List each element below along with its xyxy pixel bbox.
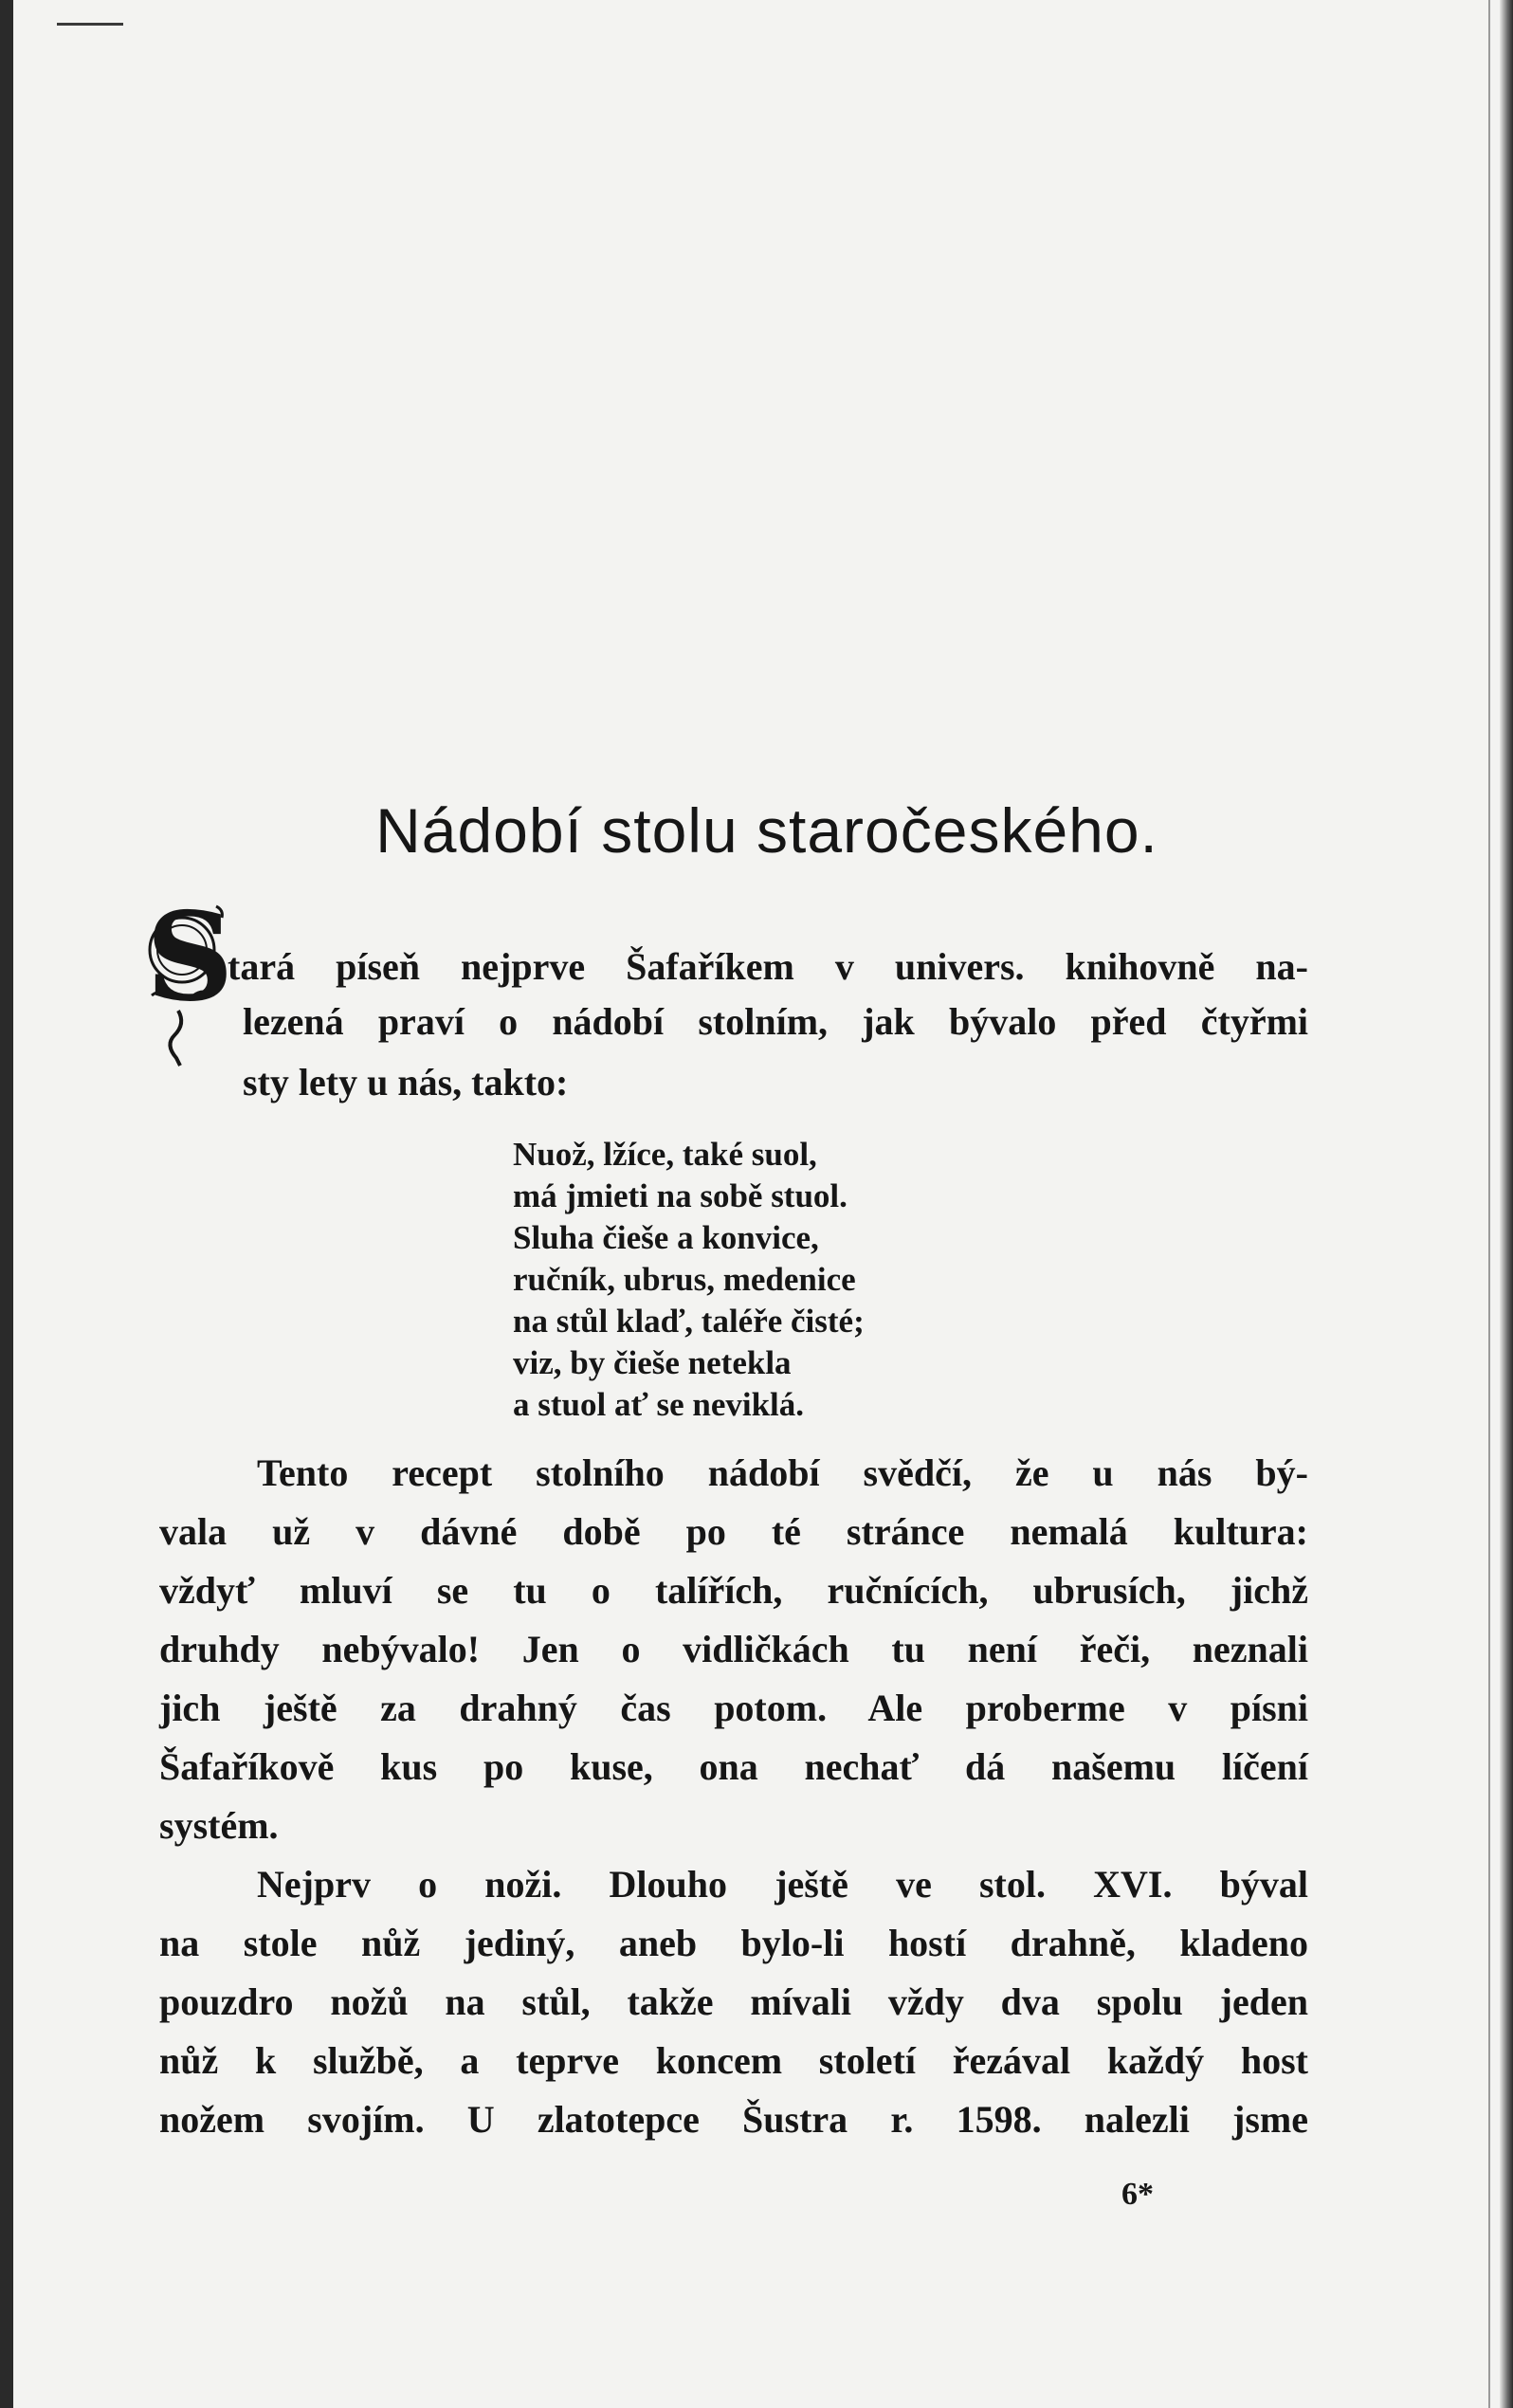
page-number: 6* [1121,2177,1154,2212]
verse-line: a stuol ať se neviklá. [513,1386,805,1423]
paragraph-line: druhdy nebývalo! Jen o vidličkách tu není řeči, neznali [159,1628,1308,1670]
page-edge-left [0,0,13,2408]
verse-line: má jmieti na sobě stuol. [513,1177,848,1214]
page-title: Nádobí stolu staročeského. [375,795,1158,866]
paragraph-line: nůž k službě, a teprve koncem století řezával každý host [159,2039,1308,2082]
paragraph-line: systém. [159,1804,279,1847]
verse-line: viz, by čieše netekla [513,1344,792,1381]
intro-line: lezená praví o nádobí stolním, jak bývalo před čtyřmi [243,1000,1308,1043]
paragraph-line: pouzdro nožů na stůl, takže mívali vždy dva spolu jeden [159,1980,1308,2023]
paragraph-line: jich ještě za drahný čas potom. Ale proberme v písni [159,1687,1308,1729]
paragraph-line: nožem svojím. U zlatotepce Šustra r. 1598. nalezli jsme [159,2098,1308,2141]
verse-line: Sluha čieše a konvice, [513,1219,819,1256]
paragraph-line: vala už v dávné době po té stránce nemalá kultura: [159,1510,1308,1553]
intro-line: tará píseň nejprve Šafaříkem v univers. knihovně na- [228,945,1308,988]
verse-line: ručník, ubrus, medenice [513,1261,856,1298]
paragraph-line: vždyť mluví se tu o talířích, ručnících, ubrusích, jichž [159,1569,1308,1612]
paragraph-line: Tento recept stolního nádobí svědčí, že u nás bý- [257,1451,1308,1494]
paragraph-line: Nejprv o noži. Dlouho ještě ve stol. XVI. býval [257,1863,1308,1906]
intro-line: sty lety u nás, takto: [243,1061,569,1104]
page-edge-line [1488,0,1490,2408]
decorative-initial [140,886,234,1077]
initial-letter: S [146,886,234,1029]
paragraph-line: Šafaříkově kus po kuse, ona nechať dá našemu líčení [159,1745,1308,1788]
page-edge-right [1500,0,1513,2408]
verse-line: Nuož, lžíce, také suol, [513,1136,817,1173]
verse-line: na stůl klaď, taléře čisté; [513,1303,865,1340]
page-edge-mark [57,23,123,26]
paragraph-line: na stole nůž jediný, aneb bylo-li hostí drahně, kladeno [159,1922,1308,1964]
